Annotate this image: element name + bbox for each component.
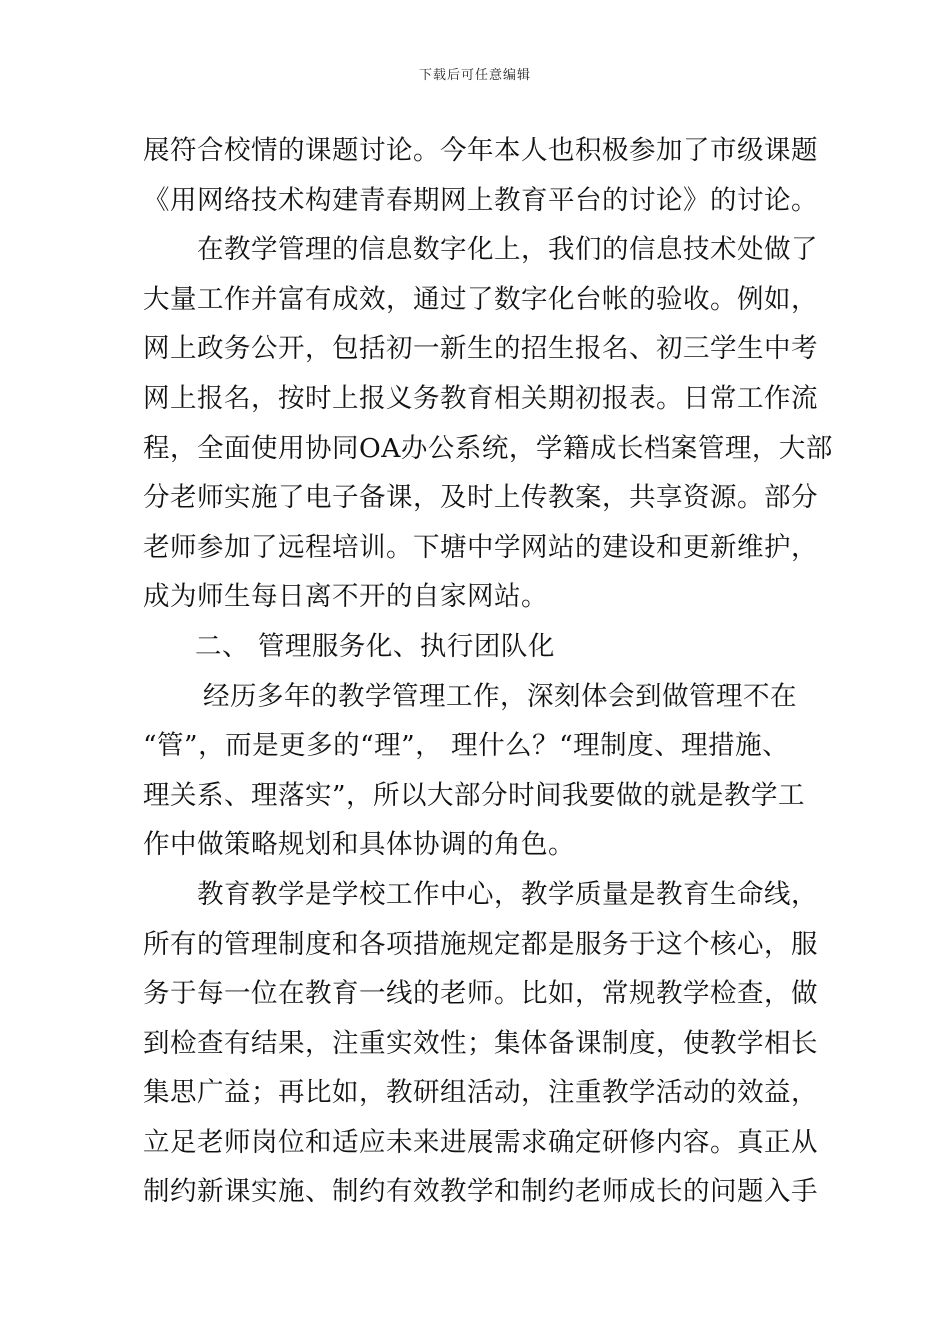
- text-line: “管”，而是更多的“理”， 理什么？“理制度、理措施、: [143, 730, 790, 762]
- text-line: 老师参加了远程培训。下塘中学网站的建设和更新维护，: [143, 531, 818, 563]
- text-line: 网上政务公开，包括初一新生的招生报名、初三学生中考: [143, 333, 818, 365]
- text-line: 制约新课实施、制约有效教学和制约老师成长的问题入手: [143, 1176, 818, 1208]
- text-line: 大量工作并富有成效，通过了数字化台帐的验收。例如，: [143, 283, 818, 315]
- text-line: 集思广益；再比如，教研组活动，注重教学活动的效益，: [143, 1077, 818, 1109]
- paragraph-start-line: 在教学管理的信息数字化上，我们的信息技术处做了: [197, 234, 818, 266]
- page-header: 下载后可任意编辑: [418, 68, 531, 83]
- text-line: 网上报名，按时上报义务教育相关期初报表。日常工作流: [143, 382, 818, 414]
- text-line: 作中做策略规划和具体协调的角色。: [143, 829, 575, 861]
- text-line: 所有的管理制度和各项措施规定都是服务于这个核心，服: [143, 928, 818, 960]
- text-line: 《用网络技术构建青春期网上教育平台的讨论》的讨论。: [143, 184, 818, 216]
- text-line: 到检查有结果，注重实效性；集体备课制度，使教学相长: [143, 1027, 818, 1059]
- text-line: 务于每一位在教育一线的老师。比如，常规教学检查，做: [143, 978, 818, 1010]
- text-line: 立足老师岗位和适应未来进展需求确定研修内容。真正从: [143, 1126, 818, 1158]
- text-line: 程，全面使用协同OA办公系统，学籍成长档案管理，大部: [143, 432, 833, 464]
- section-heading: 二、 管理服务化、执行团队化: [195, 630, 555, 662]
- text-line: 理关系、理落实”，所以大部分时间我要做的就是教学工: [143, 779, 806, 811]
- text-line: 成为师生每日离不开的自家网站。: [143, 581, 548, 613]
- paragraph-start-line: 经历多年的教学管理工作，深刻体会到做管理不在: [203, 680, 797, 712]
- text-line: 分老师实施了电子备课，及时上传教案，共享资源。部分: [143, 482, 818, 514]
- document-body: [143, 126, 843, 1217]
- text-line: 展符合校情的课题讨论。今年本人也积极参加了市级课题: [143, 135, 818, 166]
- paragraph-start-line: 教育教学是学校工作中心，教学质量是教育生命线，: [197, 878, 818, 910]
